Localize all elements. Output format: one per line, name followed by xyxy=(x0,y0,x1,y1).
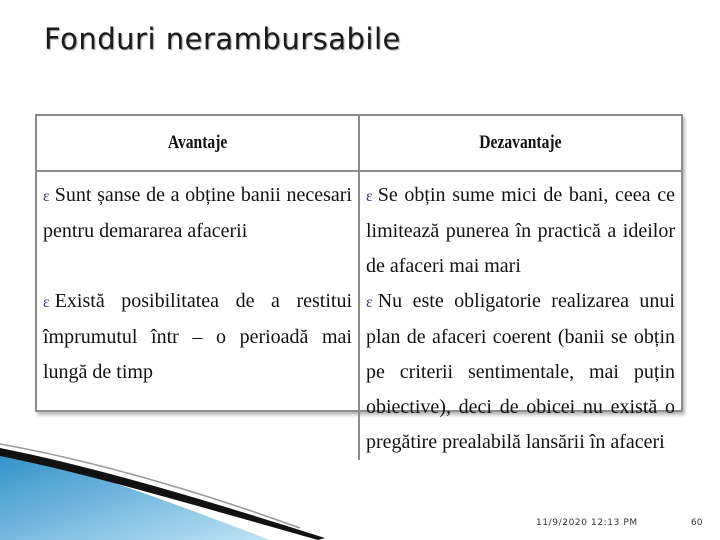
header-advantages: Avantaje xyxy=(66,116,330,171)
comparison-table xyxy=(35,114,683,453)
bullet-icon: ε xyxy=(43,294,50,311)
table-row xyxy=(37,171,681,284)
bullet-icon: ε xyxy=(366,188,373,205)
disadvantage-text: Nu este obligatorie realizarea unui plan de afaceri coerent (banii se obțin pe criterii sentimentale, mai puțin obiective), deci de obicei nu există o pregătire prealabilă lansării în afaceri xyxy=(366,290,675,453)
advantage-text: Sunt șanse de a obține banii necesari pentru demararea afacerii xyxy=(43,184,352,242)
advantage-cell xyxy=(37,171,359,284)
bullet-icon: ε xyxy=(366,294,373,311)
disadvantage-cell xyxy=(359,171,681,284)
bullet-icon: ε xyxy=(43,188,50,205)
slide-page-number: 60 xyxy=(691,518,703,528)
header-disadvantages: Dezavantaje xyxy=(388,116,652,171)
advantage-text: Există posibilitatea de a restitui împrumutul într – o perioadă mai lungă de timp xyxy=(43,290,352,383)
table-row xyxy=(37,284,681,460)
advantage-cell xyxy=(37,284,359,460)
slide-date: 11/9/2020 12:13 PM xyxy=(536,518,638,528)
disadvantage-text: Se obțin sume mici de bani, ceea ce limitează punerea în practică a ideilor de afaceri mai mari xyxy=(366,184,675,277)
disadvantage-cell xyxy=(359,284,681,460)
table-header-row xyxy=(37,116,681,171)
corner-swoosh-graphic xyxy=(0,440,330,540)
slide-title: Fonduri nerambursabile xyxy=(44,22,401,56)
